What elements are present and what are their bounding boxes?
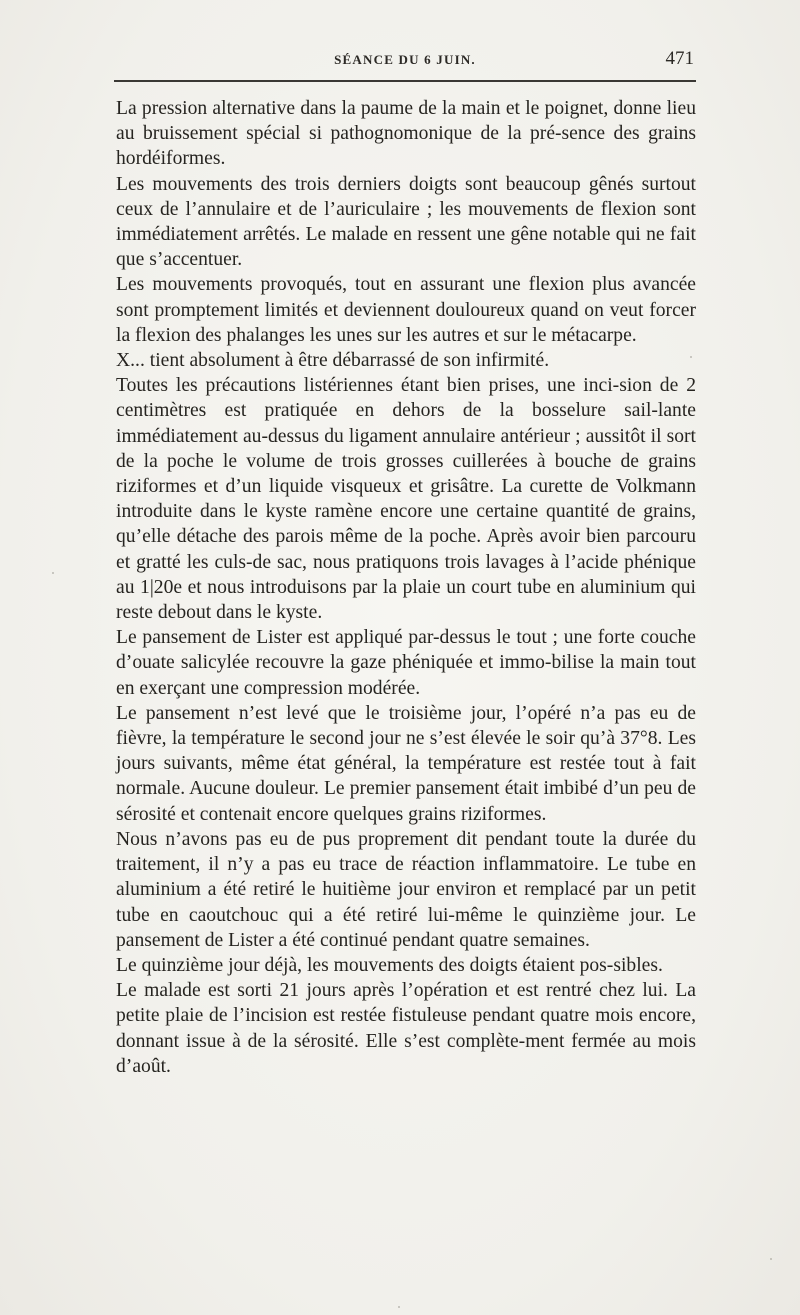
paragraph: Le malade est sorti 21 jours après l’opération et est rentré chez lui. La petite plaie de l’incision est restée fistuleuse pendant quatre mois encore, donnant issue à de la sérosité. Elle s’est complète-ment fermée au mois d’août. (116, 980, 696, 1077)
paper-speck (52, 572, 54, 574)
paragraph: Le quinzième jour déjà, les mouvements des doigts étaient pos-sibles. (116, 954, 663, 976)
paper-speck (690, 356, 692, 358)
paragraph: Le pansement n’est levé que le troisième jour, l’opéré n’a pas eu de fièvre, la température le second jour ne s’est élevée le soir qu’à 37°8. Les jours suivants, même état général, la température est restée tout à fait normale. Aucune douleur. Le premier pansement était imbibé d’un peu de sérosité et contenait encore quelques grains riziformes. (116, 702, 696, 825)
page-number: 471 (665, 48, 694, 69)
running-header (116, 48, 694, 72)
paragraph: Nous n’avons pas eu de pus proprement dit pendant toute la durée du traitement, il n’y a pas eu trace de réaction inflammatoire. Le tube en aluminium a été retiré le huitième jour environ et remplacé par un petit tube en caoutchouc qui a été retiré lui-même le quinzième jour. Le pansement de Lister a été continué pendant quatre semaines. (116, 828, 696, 951)
paragraph: Toutes les précautions listériennes étant bien prises, une inci-sion de 2 centimètres est pratiquée en dehors de la bosselure sail-lante immédiatement au-dessus du ligament annulaire antérieur ; aussitôt il sort de la poche le volume de trois grosses cuillerées à bouche de grains riziformes et d’un liquide visqueux et grisâtre. La curette de Volkmann introduite dans le kyste ramène encore une certaine quantité de grains, qu’elle détache des parois même de la poche. Après avoir bien parcouru et gratté les culs-de sac, nous pratiquons trois lavages à l’acide phénique au 1|20e et nous introduisons par la plaie un court tube en aluminium qui reste debout dans le kyste. (116, 375, 696, 624)
paragraph: Les mouvements provoqués, tout en assurant une flexion plus avancée sont promptement limités et deviennent douloureux quand on veut forcer la flexion des phalanges les unes sur les autres et sur le métacarpe. (116, 274, 696, 346)
body-text (116, 96, 696, 1079)
header-rule (114, 80, 696, 82)
paper-speck (770, 1258, 772, 1260)
paragraph: Le pansement de Lister est appliqué par-dessus le tout ; une forte couche d’ouate salicylée recouvre la gaze phéniquée et immo-bilise la main tout en exerçant une compression modérée. (116, 627, 696, 699)
running-title: SÉANCE DU 6 JUIN. (334, 52, 476, 67)
paragraph: Les mouvements des trois derniers doigts sont beaucoup gênés surtout ceux de l’annulaire et de l’auriculaire ; les mouvements de flexion sont immédiatement arrêtés. Le malade en ressent une gêne notable qui ne fait que s’accentuer. (116, 173, 696, 271)
paper-speck (398, 1306, 400, 1308)
paragraph: La pression alternative dans la paume de la main et le poignet, donne lieu au bruissement spécial si pathognomonique de la pré-sence des grains hordéiformes. (116, 98, 696, 170)
paragraph: X... tient absolument à être débarrassé de son infirmité. (116, 350, 550, 372)
